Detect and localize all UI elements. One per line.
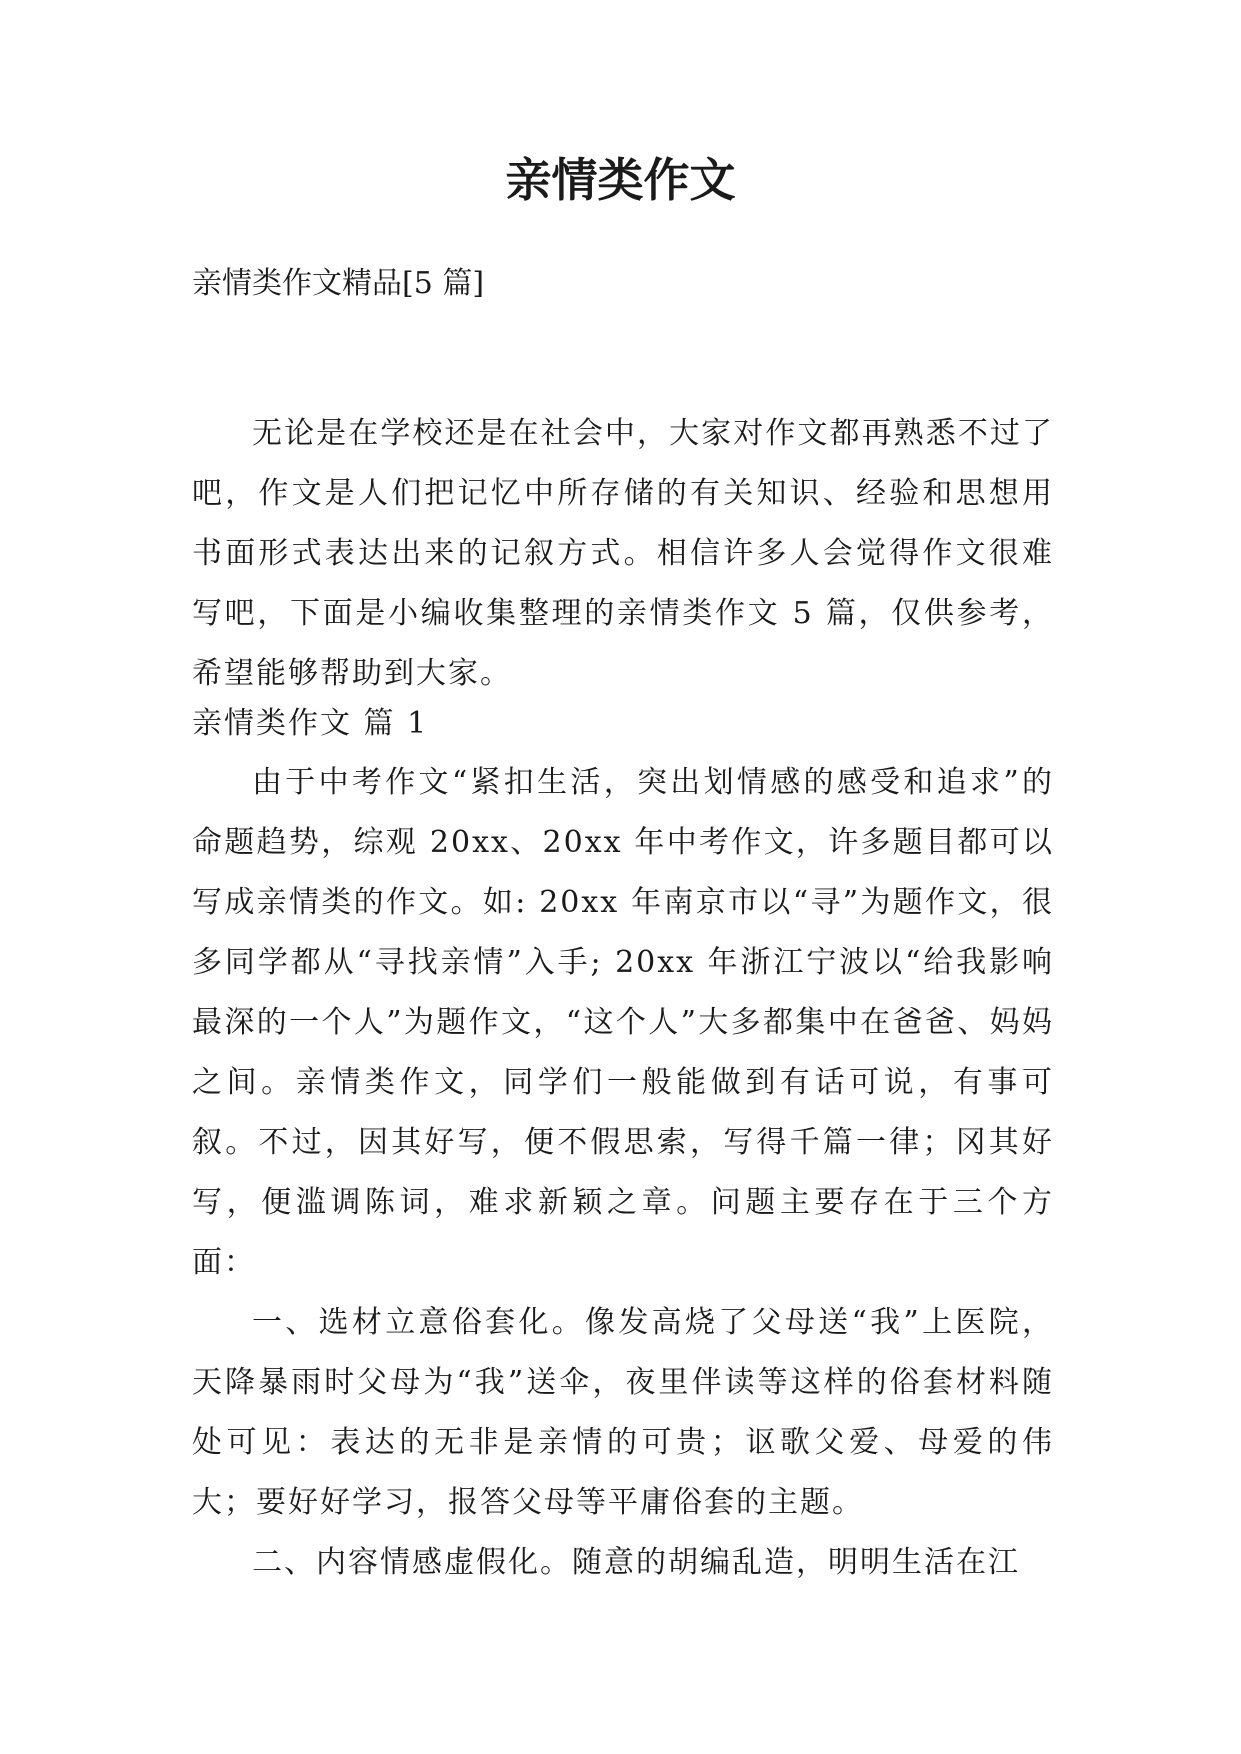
document-subtitle: 亲情类作文精品[5 篇] <box>192 266 485 301</box>
section-heading-block <box>192 694 1054 754</box>
document-title: 亲情类作文 <box>505 153 736 207</box>
body-paragraph: 一、选材立意俗套化。像发高烧了父母送“我”上医院，天降暴雨时父母为“我”送伞，夜里伴读等这样的俗套材料随处可见：表达的无非是亲情的可贵；讴歌父爱、母爱的伟大；要好好学习，报答父母等平庸俗套的主题。 <box>192 1305 1054 1520</box>
body-paragraph: 由于中考作文“紧扣生活，突出划情感的感受和追求”的命题趋势，综观 20xx、20xx 年中考作文，许多题目都可以写成亲情类的作文。如: 20xx 年南京市以“寻”为题作文，很多同学都从“寻找亲情”入手; 20xx 年浙江宁波以“给我影响最深的一个人”为题作文，“这个人”大多都集中在爸爸、妈妈之间。亲情类作文，同学们一般能做到有话可说，有事可叙。不过，因其好写，便不假思索，写得千篇一律；冈其好写，便滥调陈词，难求新颖之章。问题主要存在于三个方面： <box>192 765 1054 1280</box>
body-paragraph: 二、内容情感虚假化。随意的胡编乱造，明明生活在江 <box>252 1545 1020 1580</box>
section-body <box>192 753 1054 1593</box>
intro-block <box>192 404 1054 704</box>
intro-paragraph: 无论是在学校还是在社会中，大家对作文都再熟悉不过了吧，作文是人们把记忆中所存储的有关知识、经验和思想用书面形式表达出来的记叙方式。相信许多人会觉得作文很难写吧，下面是小编收集整理的亲情类作文 5 篇，仅供参考，希望能够帮助到大家。 <box>192 416 1054 691</box>
section-heading: 亲情类作文 篇 1 <box>192 706 429 741</box>
